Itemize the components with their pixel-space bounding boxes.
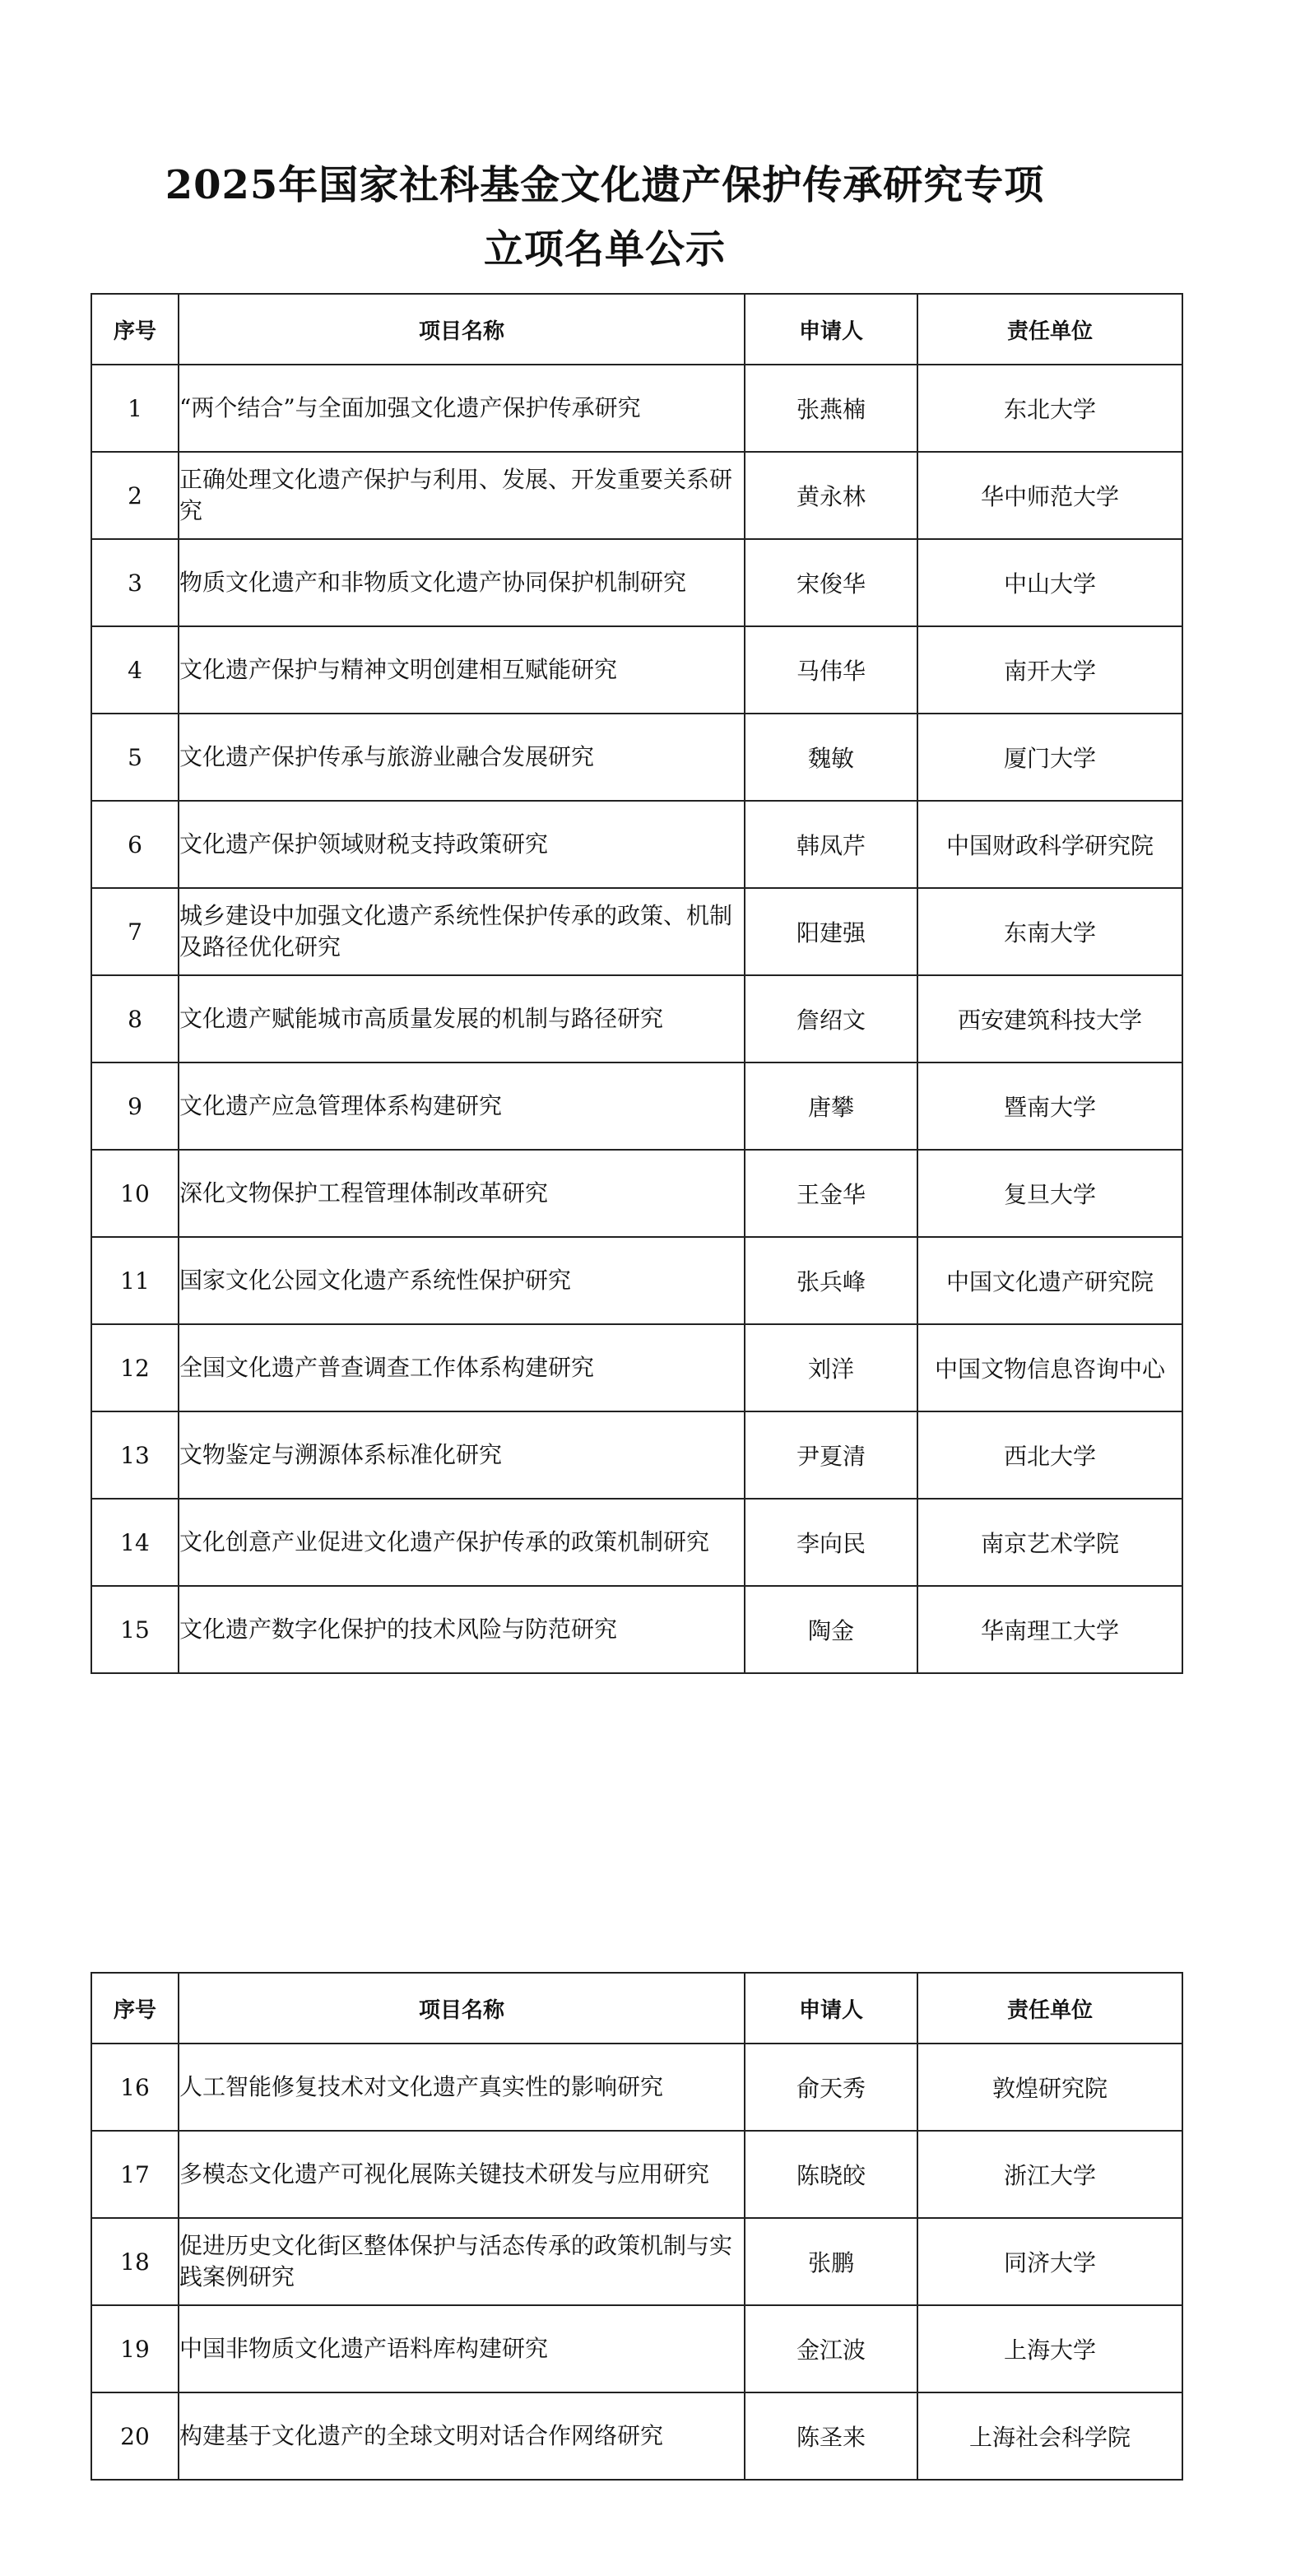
cell-no: 3 xyxy=(91,539,179,626)
table-row xyxy=(91,2392,1182,2480)
table-row xyxy=(91,1499,1182,1586)
table-row xyxy=(91,2305,1182,2392)
header-project-name: 项目名称 xyxy=(179,1973,745,2044)
table-row xyxy=(91,626,1182,714)
header-unit: 责任单位 xyxy=(917,294,1182,365)
cell-no: 12 xyxy=(91,1324,179,1411)
table-header-row xyxy=(91,294,1182,365)
cell-project-name: 文化遗产应急管理体系构建研究 xyxy=(179,1062,745,1150)
cell-unit: 厦门大学 xyxy=(917,714,1182,801)
cell-applicant: 黄永林 xyxy=(745,452,917,539)
cell-unit: 中山大学 xyxy=(917,539,1182,626)
cell-unit: 敦煌研究院 xyxy=(917,2044,1182,2131)
cell-applicant: 王金华 xyxy=(745,1150,917,1237)
cell-unit: 同济大学 xyxy=(917,2218,1182,2305)
cell-unit: 东北大学 xyxy=(917,365,1182,452)
table-row xyxy=(91,714,1182,801)
cell-project-name: “两个结合”与全面加强文化遗产保护传承研究 xyxy=(179,365,745,452)
cell-unit: 中国财政科学研究院 xyxy=(917,801,1182,888)
cell-applicant: 陈圣来 xyxy=(745,2392,917,2480)
cell-no: 2 xyxy=(91,452,179,539)
cell-applicant: 唐攀 xyxy=(745,1062,917,1150)
cell-applicant: 张兵峰 xyxy=(745,1237,917,1324)
cell-applicant: 刘洋 xyxy=(745,1324,917,1411)
cell-applicant: 宋俊华 xyxy=(745,539,917,626)
table-row xyxy=(91,888,1182,975)
table-row xyxy=(91,2044,1182,2131)
header-unit: 责任单位 xyxy=(917,1973,1182,2044)
cell-project-name: 促进历史文化街区整体保护与活态传承的政策机制与实践案例研究 xyxy=(179,2218,745,2305)
cell-applicant: 金江波 xyxy=(745,2305,917,2392)
table-row xyxy=(91,1062,1182,1150)
cell-no: 10 xyxy=(91,1150,179,1237)
table-row xyxy=(91,365,1182,452)
cell-unit: 中国文化遗产研究院 xyxy=(917,1237,1182,1324)
cell-applicant: 张鹏 xyxy=(745,2218,917,2305)
cell-no: 14 xyxy=(91,1499,179,1586)
cell-unit: 南京艺术学院 xyxy=(917,1499,1182,1586)
cell-applicant: 俞天秀 xyxy=(745,2044,917,2131)
cell-project-name: 构建基于文化遗产的全球文明对话合作网络研究 xyxy=(179,2392,745,2480)
cell-project-name: 文化遗产保护领域财税支持政策研究 xyxy=(179,801,745,888)
cell-applicant: 李向民 xyxy=(745,1499,917,1586)
cell-project-name: 文化遗产保护与精神文明创建相互赋能研究 xyxy=(179,626,745,714)
document-title: 2025年国家社科基金文化遗产保护传承研究专项 xyxy=(165,162,1045,208)
header-project-name: 项目名称 xyxy=(179,294,745,365)
cell-no: 18 xyxy=(91,2218,179,2305)
project-table-part-1 xyxy=(91,293,1183,1674)
cell-project-name: 正确处理文化遗产保护与利用、发展、开发重要关系研究 xyxy=(179,452,745,539)
header-applicant: 申请人 xyxy=(745,294,917,365)
cell-project-name: 物质文化遗产和非物质文化遗产协同保护机制研究 xyxy=(179,539,745,626)
cell-unit: 西北大学 xyxy=(917,1411,1182,1499)
cell-unit: 浙江大学 xyxy=(917,2131,1182,2218)
cell-unit: 华中师范大学 xyxy=(917,452,1182,539)
header-no: 序号 xyxy=(91,294,179,365)
cell-applicant: 马伟华 xyxy=(745,626,917,714)
cell-project-name: 国家文化公园文化遗产系统性保护研究 xyxy=(179,1237,745,1324)
cell-unit: 上海社会科学院 xyxy=(917,2392,1182,2480)
table-row xyxy=(91,1324,1182,1411)
cell-unit: 东南大学 xyxy=(917,888,1182,975)
cell-unit: 华南理工大学 xyxy=(917,1586,1182,1673)
cell-no: 16 xyxy=(91,2044,179,2131)
cell-project-name: 全国文化遗产普查调查工作体系构建研究 xyxy=(179,1324,745,1411)
cell-applicant: 韩凤芹 xyxy=(745,801,917,888)
table-row xyxy=(91,1237,1182,1324)
table-row xyxy=(91,2218,1182,2305)
cell-unit: 暨南大学 xyxy=(917,1062,1182,1150)
header-applicant: 申请人 xyxy=(745,1973,917,2044)
cell-project-name: 文物鉴定与溯源体系标准化研究 xyxy=(179,1411,745,1499)
table-header-row xyxy=(91,1973,1182,2044)
cell-no: 8 xyxy=(91,975,179,1062)
cell-applicant: 陈晓皎 xyxy=(745,2131,917,2218)
cell-no: 15 xyxy=(91,1586,179,1673)
cell-project-name: 文化遗产赋能城市高质量发展的机制与路径研究 xyxy=(179,975,745,1062)
cell-no: 20 xyxy=(91,2392,179,2480)
cell-applicant: 张燕楠 xyxy=(745,365,917,452)
cell-project-name: 中国非物质文化遗产语料库构建研究 xyxy=(179,2305,745,2392)
cell-project-name: 多模态文化遗产可视化展陈关键技术研发与应用研究 xyxy=(179,2131,745,2218)
cell-project-name: 文化遗产数字化保护的技术风险与防范研究 xyxy=(179,1586,745,1673)
cell-applicant: 尹夏清 xyxy=(745,1411,917,1499)
cell-no: 11 xyxy=(91,1237,179,1324)
table-row xyxy=(91,539,1182,626)
table-row xyxy=(91,1411,1182,1499)
header-no: 序号 xyxy=(91,1973,179,2044)
cell-project-name: 文化创意产业促进文化遗产保护传承的政策机制研究 xyxy=(179,1499,745,1586)
cell-no: 19 xyxy=(91,2305,179,2392)
document-subtitle: 立项名单公示 xyxy=(483,226,726,272)
cell-project-name: 人工智能修复技术对文化遗产真实性的影响研究 xyxy=(179,2044,745,2131)
table-row xyxy=(91,1150,1182,1237)
table-row xyxy=(91,1586,1182,1673)
table-row xyxy=(91,452,1182,539)
cell-applicant: 詹绍文 xyxy=(745,975,917,1062)
cell-no: 7 xyxy=(91,888,179,975)
cell-applicant: 魏敏 xyxy=(745,714,917,801)
cell-unit: 复旦大学 xyxy=(917,1150,1182,1237)
project-table-part-2 xyxy=(91,1972,1183,2481)
cell-project-name: 文化遗产保护传承与旅游业融合发展研究 xyxy=(179,714,745,801)
cell-applicant: 陶金 xyxy=(745,1586,917,1673)
cell-unit: 上海大学 xyxy=(917,2305,1182,2392)
table-row xyxy=(91,801,1182,888)
cell-no: 17 xyxy=(91,2131,179,2218)
table-row xyxy=(91,975,1182,1062)
cell-unit: 南开大学 xyxy=(917,626,1182,714)
cell-no: 6 xyxy=(91,801,179,888)
cell-no: 4 xyxy=(91,626,179,714)
cell-unit: 西安建筑科技大学 xyxy=(917,975,1182,1062)
cell-no: 13 xyxy=(91,1411,179,1499)
cell-applicant: 阳建强 xyxy=(745,888,917,975)
cell-project-name: 深化文物保护工程管理体制改革研究 xyxy=(179,1150,745,1237)
cell-project-name: 城乡建设中加强文化遗产系统性保护传承的政策、机制及路径优化研究 xyxy=(179,888,745,975)
table-row xyxy=(91,2131,1182,2218)
cell-no: 5 xyxy=(91,714,179,801)
cell-no: 9 xyxy=(91,1062,179,1150)
cell-unit: 中国文物信息咨询中心 xyxy=(917,1324,1182,1411)
cell-no: 1 xyxy=(91,365,179,452)
